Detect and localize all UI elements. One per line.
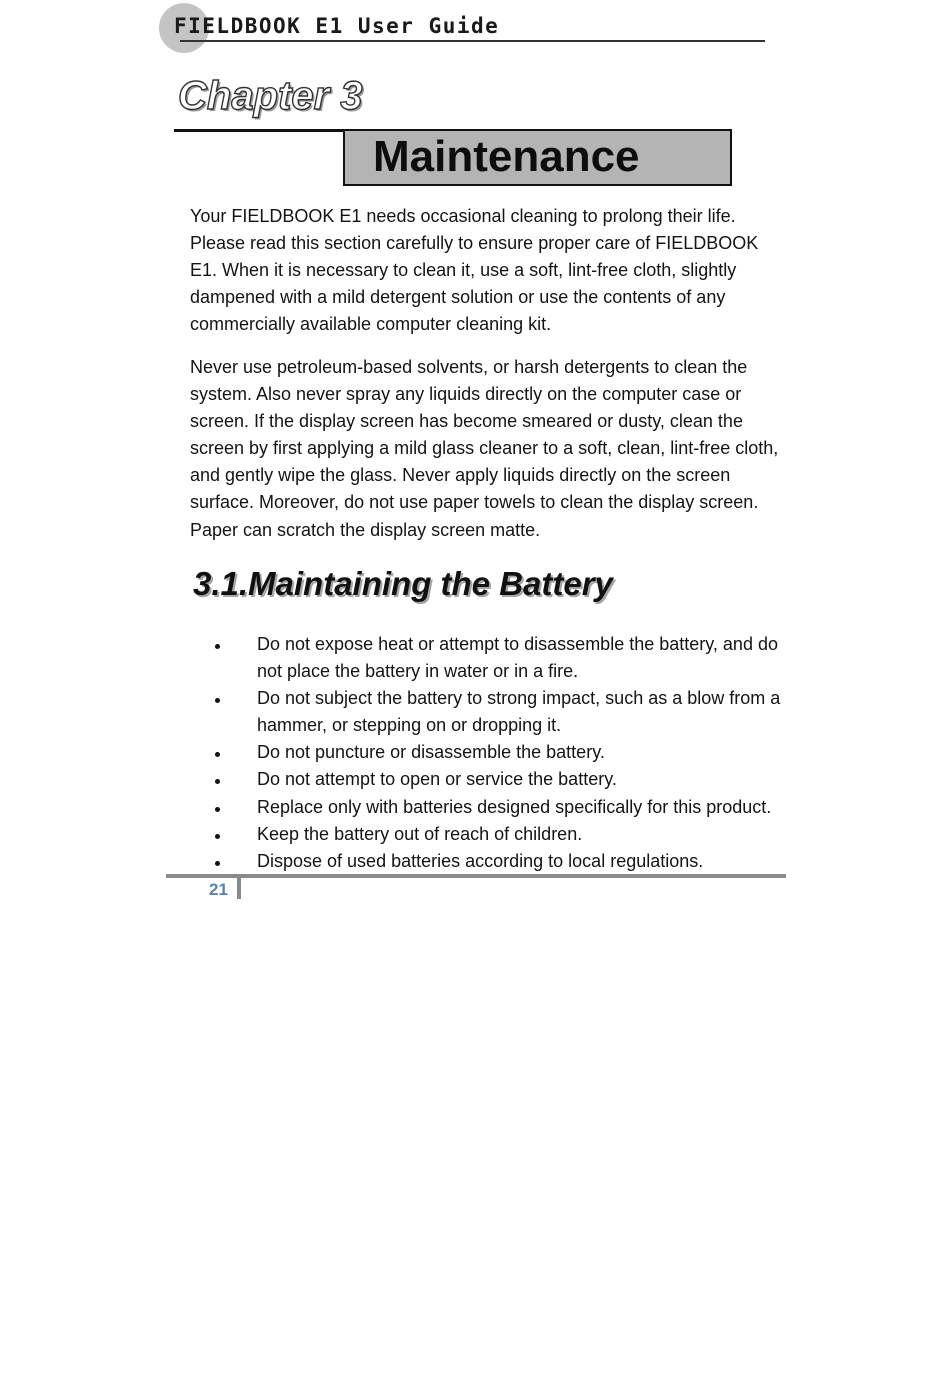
footer-rule (166, 874, 786, 878)
bullet-icon (215, 861, 220, 866)
intro-paragraph: Your FIELDBOOK E1 needs occasional cleaning to prolong their life. Please read this section carefully to ensure proper care of FIELDBOOK E1. When it is necessary to clean it, use a soft, lint-free cloth, slightly dampened with a mild detergent solution or use the contents of any commercially available computer cleaning kit. (190, 206, 759, 335)
list-item-text: Keep the battery out of reach of children. (257, 823, 583, 844)
list-item (190, 739, 785, 766)
list-item (190, 821, 785, 848)
list-item (190, 685, 785, 739)
intro-paragraph: Never use petroleum-based solvents, or harsh detergents to clean the system. Also never spray any liquids directly on the computer case or screen. If the display screen has become smeared or dusty, clean the screen by first applying a mild glass cleaner to a soft, clean, lint-free cloth, and gently wipe the glass. Never apply liquids directly on the screen surface. Moreover, do not use paper towels to clean the display screen. Paper can scratch the display screen matte. (190, 357, 779, 540)
chapter-label: Chapter 3 (178, 74, 363, 118)
list-item (190, 631, 785, 685)
list-item-text: Do not expose heat or attempt to disassemble the battery, and do not place the battery in water or in a fire. (257, 634, 778, 682)
bullet-icon (215, 752, 220, 757)
list-item-text: Do not puncture or disassemble the battery. (257, 742, 605, 763)
bullet-icon (215, 834, 220, 839)
battery-guidelines-list (190, 631, 785, 875)
bullet-icon (215, 698, 220, 703)
list-item (190, 766, 785, 793)
list-item-text: Do not subject the battery to strong impact, such as a blow from a hammer, or stepping on or dropping it. (257, 688, 781, 736)
chapter-title-box (343, 129, 732, 186)
chapter-rule (174, 129, 344, 132)
header-rule (180, 40, 765, 42)
list-item-text: Replace only with batteries designed specifically for this product. (257, 796, 772, 817)
list-item (190, 848, 785, 875)
bullet-icon (215, 779, 220, 784)
bullet-icon (215, 644, 220, 649)
section-heading: 3.1.Maintaining the Battery (193, 565, 613, 602)
running-header-title: FIELDBOOK E1 User Guide (174, 14, 500, 38)
page-number: 21 (209, 880, 228, 899)
list-item (190, 794, 785, 821)
list-item-text: Do not attempt to open or service the battery. (257, 769, 617, 790)
chapter-title: Maintenance (373, 132, 640, 181)
bullet-icon (215, 807, 220, 812)
page-number-divider (237, 878, 241, 899)
list-item-text: Dispose of used batteries according to local regulations. (257, 850, 704, 871)
